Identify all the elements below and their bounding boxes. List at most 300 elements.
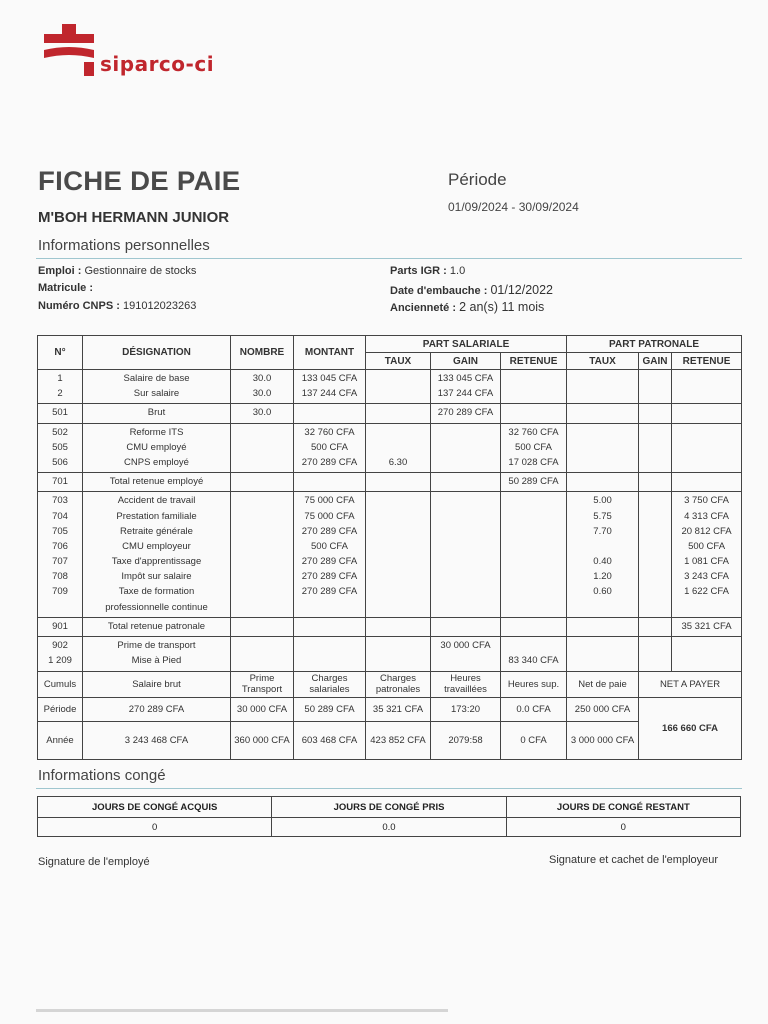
row-patronale-gain-cell <box>639 637 672 671</box>
row-salariale-taux <box>368 653 428 668</box>
cumul-header: Heures travaillées <box>431 671 501 697</box>
row-salariale-gain: 137 244 CFA <box>437 388 494 400</box>
row-nombre <box>233 425 291 440</box>
row-montant: 270 289 CFA <box>301 525 358 537</box>
employee-name: M'BOH HERMANN JUNIOR <box>38 209 230 226</box>
row-salariale-taux <box>368 569 428 584</box>
cumul-header: Charges salariales <box>294 671 366 697</box>
row-designation-cell <box>83 423 231 473</box>
row-nombre-cell <box>231 492 294 618</box>
row-montant-cell <box>294 404 366 423</box>
row-salariale-retenue <box>503 405 564 420</box>
row-patronale-taux <box>569 474 636 489</box>
row-patronale-taux <box>569 638 636 653</box>
row-patronale-retenue <box>674 653 739 668</box>
row-montant-cell <box>294 423 366 473</box>
row-salariale-gain <box>433 425 498 440</box>
row-patronale-gain <box>641 524 669 539</box>
row-patronale-taux <box>569 371 636 386</box>
cumul-value: 423 852 CFA <box>366 721 431 759</box>
info-anciennete <box>390 300 544 314</box>
row-salariale-taux <box>368 440 428 455</box>
row-patronale-gain <box>641 386 669 401</box>
row-salariale-gain <box>433 509 498 524</box>
header-p-taux: TAUX <box>567 353 639 370</box>
row-designation: CNPS employé <box>124 456 189 468</box>
row-salariale-taux <box>368 600 428 615</box>
row-salariale-retenue-cell <box>501 617 567 636</box>
row-number-cell <box>38 617 83 636</box>
period-label: Période <box>448 170 507 189</box>
row-patronale-taux <box>569 539 636 554</box>
row-number: 707 <box>52 556 68 568</box>
row-salariale-gain-cell <box>431 423 501 473</box>
row-nombre <box>233 509 291 524</box>
row-salariale-taux-cell <box>366 370 431 404</box>
row-salariale-taux-cell <box>366 492 431 618</box>
row-patronale-taux <box>569 405 636 420</box>
cumul-value: 270 289 CFA <box>83 697 231 721</box>
row-salariale-taux <box>368 425 428 440</box>
cumul-value: 0 CFA <box>501 721 567 759</box>
emploi-label: Emploi : <box>38 265 82 277</box>
cumul-value: 3 243 468 CFA <box>83 721 231 759</box>
row-nombre <box>233 569 291 584</box>
row-designation-cell <box>83 637 231 671</box>
row-patronale-gain <box>641 638 669 653</box>
row-patronale-taux <box>569 600 636 615</box>
row-number: 505 <box>52 441 68 453</box>
row-salariale-retenue-cell <box>501 404 567 423</box>
row-nombre: 30.0 <box>252 388 272 400</box>
row-salariale-gain-cell <box>431 370 501 404</box>
row-salariale-retenue <box>503 569 564 584</box>
row-montant: 270 289 CFA <box>301 456 358 468</box>
brand-name: siparco-ci <box>100 52 215 76</box>
row-patronale-gain <box>641 600 669 615</box>
row-salariale-taux-cell <box>366 617 431 636</box>
row-patronale-gain-cell <box>639 423 672 473</box>
row-patronale-retenue-cell <box>672 617 742 636</box>
row-salariale-gain-cell <box>431 492 501 618</box>
row-salariale-gain <box>433 440 498 455</box>
cumul-value: 50 289 CFA <box>294 697 366 721</box>
row-patronale-retenue <box>674 371 739 386</box>
row-number-cell <box>38 370 83 404</box>
row-nombre-cell <box>231 404 294 423</box>
row-patronale-retenue-cell <box>672 473 742 492</box>
row-montant: 75 000 CFA <box>304 510 355 522</box>
row-patronale-gain <box>641 539 669 554</box>
row-salariale-retenue: 500 CFA <box>515 441 552 453</box>
row-designation: Mise à Pied <box>131 655 182 667</box>
row-salariale-gain <box>433 554 498 569</box>
row-patronale-taux-cell <box>567 423 639 473</box>
row-patronale-retenue <box>674 440 739 455</box>
cumul-value: 360 000 CFA <box>231 721 294 759</box>
employer-signature-label: Signature et cachet de l'employeur <box>549 854 719 866</box>
row-designation-cell <box>83 492 231 618</box>
row-number: 902 <box>52 640 68 652</box>
row-salariale-gain <box>433 653 498 668</box>
leave-value-restant: 0 <box>506 818 740 837</box>
row-salariale-retenue <box>503 554 564 569</box>
row-salariale-taux <box>368 371 428 386</box>
header-part-salariale: PART SALARIALE <box>366 336 567 353</box>
row-designation: Prestation familiale <box>116 510 197 522</box>
row-patronale-retenue-cell <box>672 637 742 671</box>
cumul-value: 603 468 CFA <box>294 721 366 759</box>
row-number-cell <box>38 473 83 492</box>
row-salariale-retenue <box>503 386 564 401</box>
row-salariale-taux-cell <box>366 637 431 671</box>
row-montant: 270 289 CFA <box>301 586 358 598</box>
row-montant <box>296 638 363 653</box>
row-salariale-taux <box>368 524 428 539</box>
row-patronale-gain <box>641 371 669 386</box>
row-number: 1 <box>57 373 63 384</box>
row-number: 1 209 <box>48 655 72 667</box>
row-salariale-retenue-cell <box>501 473 567 492</box>
table-row-group <box>38 370 742 404</box>
row-patronale-gain <box>641 440 669 455</box>
period-value: 01/09/2024 - 30/09/2024 <box>448 200 579 214</box>
row-patronale-retenue: 35 321 CFA <box>681 620 732 632</box>
leave-header-pris: JOURS DE CONGÉ PRIS <box>272 797 506 818</box>
row-montant-cell <box>294 617 366 636</box>
header-s-taux: TAUX <box>366 353 431 370</box>
row-salariale-gain-cell <box>431 473 501 492</box>
cumul-header: Salaire brut <box>83 671 231 697</box>
leave-header-acquis: JOURS DE CONGÉ ACQUIS <box>38 797 272 818</box>
row-patronale-gain-cell <box>639 370 672 404</box>
row-montant: 137 244 CFA <box>301 388 358 400</box>
row-patronale-taux: 0.40 <box>593 556 612 568</box>
row-patronale-taux: 5.75 <box>593 510 612 522</box>
row-montant-cell <box>294 370 366 404</box>
header-s-retenue: RETENUE <box>501 353 567 370</box>
row-nombre <box>233 600 291 615</box>
header-s-gain: GAIN <box>431 353 501 370</box>
row-nombre <box>233 455 291 470</box>
row-patronale-taux <box>569 619 636 634</box>
info-emploi <box>38 265 196 277</box>
leave-value-pris: 0.0 <box>272 818 506 837</box>
row-salariale-gain <box>433 569 498 584</box>
row-number-cell <box>38 492 83 618</box>
row-salariale-taux <box>368 638 428 653</box>
cumul-header: Net de paie <box>567 671 639 697</box>
parts-value: 1.0 <box>449 265 466 277</box>
row-nombre-cell <box>231 637 294 671</box>
row-montant-cell <box>294 473 366 492</box>
row-designation: Accident de travail <box>117 495 196 507</box>
row-montant: 32 760 CFA <box>304 426 355 438</box>
row-nombre: 30.0 <box>252 373 272 384</box>
row-montant-cell <box>294 492 366 618</box>
row-number-cell <box>38 404 83 423</box>
row-number: 901 <box>52 620 68 632</box>
row-patronale-taux <box>569 440 636 455</box>
row-salariale-retenue-cell <box>501 492 567 618</box>
row-montant: 270 289 CFA <box>301 556 358 568</box>
row-patronale-taux <box>569 653 636 668</box>
row-salariale-taux-cell <box>366 473 431 492</box>
row-salariale-taux <box>368 539 428 554</box>
cumul-header: Prime Transport <box>231 671 294 697</box>
row-patronale-gain-cell <box>639 404 672 423</box>
row-nombre <box>233 493 291 508</box>
row-number: 709 <box>52 586 68 598</box>
row-number: 701 <box>52 476 68 488</box>
annee-label: Année <box>38 721 83 759</box>
row-montant <box>296 474 363 489</box>
row-patronale-taux <box>569 386 636 401</box>
row-number: 708 <box>52 571 68 583</box>
row-nombre <box>233 653 291 668</box>
row-patronale-gain <box>641 554 669 569</box>
row-salariale-gain-cell <box>431 637 501 671</box>
cumul-value: 250 000 CFA <box>567 697 639 721</box>
row-montant: 75 000 CFA <box>304 495 355 507</box>
cumul-value: 2079:58 <box>431 721 501 759</box>
row-designation-cell <box>83 404 231 423</box>
row-nombre <box>233 524 291 539</box>
row-salariale-taux: 6.30 <box>388 456 408 468</box>
row-salariale-gain: 30 000 CFA <box>440 640 491 652</box>
row-patronale-retenue <box>674 474 739 489</box>
row-patronale-retenue <box>674 455 739 470</box>
row-number: 704 <box>52 510 68 522</box>
info-cnps <box>38 300 196 312</box>
row-salariale-retenue <box>503 600 564 615</box>
row-salariale-gain <box>433 493 498 508</box>
row-salariale-taux-cell <box>366 404 431 423</box>
row-salariale-gain <box>433 539 498 554</box>
info-matricule <box>38 282 93 294</box>
row-salariale-retenue: 83 340 CFA <box>508 655 559 667</box>
cumuls-label: Cumuls <box>38 671 83 697</box>
leave-section-title: Informations congé <box>38 767 166 784</box>
row-salariale-retenue <box>503 638 564 653</box>
row-salariale-gain: 270 289 CFA <box>437 407 494 419</box>
row-patronale-taux-cell <box>567 404 639 423</box>
table-row-group <box>38 617 742 636</box>
row-number: 501 <box>52 407 68 419</box>
row-designation-cell <box>83 617 231 636</box>
matricule-label: Matricule : <box>38 282 94 294</box>
row-designation: Taxe de formation <box>118 586 195 598</box>
company-logo <box>44 22 284 78</box>
row-salariale-retenue <box>503 524 564 539</box>
row-nombre <box>233 474 291 489</box>
cumuls-header-row <box>38 671 742 697</box>
row-number: 703 <box>52 495 68 507</box>
table-row-group <box>38 492 742 618</box>
row-salariale-retenue: 50 289 CFA <box>508 476 559 488</box>
row-nombre <box>233 638 291 653</box>
row-patronale-gain <box>641 493 669 508</box>
net-a-payer-value: 166 660 CFA <box>639 697 742 759</box>
row-montant <box>296 405 363 420</box>
row-number: 502 <box>52 426 68 438</box>
row-patronale-taux-cell <box>567 637 639 671</box>
row-patronale-gain <box>641 455 669 470</box>
row-salariale-retenue-cell <box>501 423 567 473</box>
row-salariale-taux <box>368 584 428 599</box>
row-patronale-gain <box>641 405 669 420</box>
section-divider <box>36 258 742 259</box>
row-salariale-retenue-cell <box>501 637 567 671</box>
row-number: 2 <box>57 388 63 400</box>
row-salariale-retenue <box>503 509 564 524</box>
embauche-label: Date d'embauche : <box>390 285 488 297</box>
row-designation: Prime de transport <box>117 640 196 652</box>
row-salariale-taux <box>368 619 428 634</box>
document-title: FICHE DE PAIE <box>38 166 241 196</box>
row-patronale-retenue-cell <box>672 492 742 618</box>
row-patronale-retenue: 4 313 CFA <box>684 510 729 522</box>
info-embauche <box>390 283 553 297</box>
anciennete-value: 2 an(s) 11 mois <box>459 300 545 314</box>
row-patronale-retenue <box>674 638 739 653</box>
cumul-value: 35 321 CFA <box>366 697 431 721</box>
row-salariale-gain <box>433 524 498 539</box>
row-patronale-gain <box>641 584 669 599</box>
row-patronale-gain <box>641 653 669 668</box>
header-montant: MONTANT <box>294 336 366 370</box>
cumul-header: Charges patronales <box>366 671 431 697</box>
row-montant <box>296 600 363 615</box>
table-row-group <box>38 637 742 671</box>
row-number: 705 <box>52 525 68 537</box>
row-salariale-taux <box>368 554 428 569</box>
embauche-value: 01/12/2022 <box>490 283 553 297</box>
row-patronale-gain <box>641 509 669 524</box>
row-patronale-taux: 0.60 <box>593 586 612 598</box>
row-nombre-cell <box>231 370 294 404</box>
header-part-patronale: PART PATRONALE <box>567 336 742 353</box>
row-patronale-retenue <box>674 600 739 615</box>
row-salariale-retenue: 32 760 CFA <box>508 426 559 438</box>
cumul-value: 3 000 000 CFA <box>567 721 639 759</box>
leave-header-restant: JOURS DE CONGÉ RESTANT <box>506 797 740 818</box>
row-patronale-retenue <box>674 425 739 440</box>
row-number-cell <box>38 637 83 671</box>
table-row-group <box>38 473 742 492</box>
row-patronale-taux <box>569 425 636 440</box>
row-salariale-retenue: 17 028 CFA <box>508 456 559 468</box>
cnps-label: Numéro CNPS : <box>38 300 120 312</box>
row-salariale-gain: 133 045 CFA <box>437 373 494 384</box>
row-designation: Impôt sur salaire <box>121 571 192 583</box>
emploi-value: Gestionnaire de stocks <box>84 265 197 277</box>
row-nombre <box>233 619 291 634</box>
row-patronale-gain <box>641 619 669 634</box>
row-patronale-gain-cell <box>639 617 672 636</box>
row-patronale-taux: 7.70 <box>593 525 612 537</box>
anciennete-label: Ancienneté : <box>390 302 457 314</box>
row-patronale-retenue: 20 812 CFA <box>681 525 732 537</box>
row-montant <box>296 619 363 634</box>
table-row-group <box>38 423 742 473</box>
payroll-body <box>38 370 742 672</box>
row-nombre <box>233 584 291 599</box>
row-patronale-retenue-cell <box>672 404 742 423</box>
row-salariale-taux <box>368 474 428 489</box>
row-patronale-taux: 1.20 <box>593 571 612 583</box>
row-patronale-taux-cell <box>567 370 639 404</box>
row-salariale-retenue <box>503 493 564 508</box>
row-patronale-retenue: 3 243 CFA <box>684 571 729 583</box>
row-designation-cell <box>83 370 231 404</box>
row-designation: Salaire de base <box>123 373 190 384</box>
row-montant: 270 289 CFA <box>301 571 358 583</box>
row-patronale-retenue-cell <box>672 370 742 404</box>
row-salariale-gain <box>433 474 498 489</box>
header-no: N° <box>38 336 83 370</box>
row-nombre: 30.0 <box>252 407 272 419</box>
row-salariale-retenue-cell <box>501 370 567 404</box>
row-salariale-gain-cell <box>431 404 501 423</box>
leave-value-acquis: 0 <box>38 818 272 837</box>
row-number <box>40 600 80 615</box>
row-patronale-retenue <box>674 405 739 420</box>
row-salariale-taux-cell <box>366 423 431 473</box>
cumuls-periode-row <box>38 697 742 721</box>
row-designation: Reforme ITS <box>129 426 184 438</box>
row-montant <box>296 653 363 668</box>
parts-label: Parts IGR : <box>390 265 447 277</box>
row-salariale-gain-cell <box>431 617 501 636</box>
periode-label: Période <box>38 697 83 721</box>
leave-table <box>37 796 741 837</box>
info-section-title: Informations personnelles <box>38 237 210 254</box>
header-designation: DÉSIGNATION <box>83 336 231 370</box>
header-nombre: NOMBRE <box>231 336 294 370</box>
row-designation: Brut <box>147 407 166 419</box>
row-patronale-taux-cell <box>567 473 639 492</box>
cumul-header: Heures sup. <box>501 671 567 697</box>
row-patronale-retenue-cell <box>672 423 742 473</box>
footer-scan-residue <box>36 1006 448 1014</box>
row-patronale-taux: 5.00 <box>593 495 612 507</box>
row-designation: Retraite générale <box>120 525 193 537</box>
cumul-header: NET A PAYER <box>639 671 742 697</box>
row-number: 506 <box>52 456 68 468</box>
row-montant: 500 CFA <box>311 540 348 552</box>
row-designation: Total retenue patronale <box>107 620 206 632</box>
row-salariale-taux <box>368 509 428 524</box>
row-salariale-retenue <box>503 619 564 634</box>
cumuls-annee-row <box>38 721 742 759</box>
row-salariale-taux <box>368 386 428 401</box>
row-designation: Total retenue employé <box>109 476 204 488</box>
row-montant-cell <box>294 637 366 671</box>
row-patronale-taux-cell <box>567 492 639 618</box>
row-designation: Taxe d'apprentissage <box>111 556 202 568</box>
payroll-table <box>37 335 741 756</box>
row-montant: 500 CFA <box>311 441 348 453</box>
row-montant: 133 045 CFA <box>301 373 358 384</box>
row-patronale-retenue: 3 750 CFA <box>684 495 729 507</box>
header-p-gain: GAIN <box>639 353 672 370</box>
employee-signature-label: Signature de l'employé <box>38 856 150 868</box>
row-number: 706 <box>52 540 68 552</box>
header-p-retenue: RETENUE <box>672 353 742 370</box>
row-salariale-gain <box>433 619 498 634</box>
row-patronale-gain <box>641 474 669 489</box>
